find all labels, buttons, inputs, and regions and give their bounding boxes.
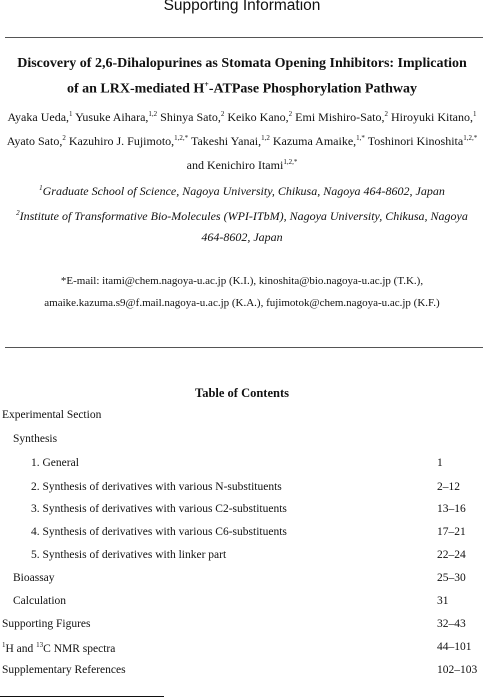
email-line-1: *E-mail: itami@chem.nagoya-u.ac.jp (K.I.), kinoshita@bio.nagoya-u.ac.jp (T.K.), bbox=[60, 275, 424, 287]
toc-entry-references: Supplementary References bbox=[2, 664, 126, 676]
toc-entry-synthesis: Synthesis bbox=[13, 433, 58, 445]
author-list bbox=[4, 104, 480, 176]
title-line-1: Discovery of 2,6-Dihalopurines as Stomata Opening Inhibitors: Implication bbox=[17, 56, 467, 71]
author: Emi Mishiro-Sato,$^2$ bbox=[292, 110, 388, 124]
author: Keiko Kano,$^2$ bbox=[224, 110, 293, 124]
title-superscript: + bbox=[204, 80, 209, 89]
middle-divider bbox=[5, 347, 483, 348]
toc-page: 32–43 bbox=[437, 618, 466, 630]
email-line-2: amaike.kazuma.s9@f.mail.nagoya-u.ac.jp (K.A.), fujimotok@chem.nagoya-u.ac.jp (K.F.) bbox=[44, 297, 440, 309]
toc-page: 22–24 bbox=[437, 549, 466, 561]
top-divider bbox=[5, 37, 483, 38]
toc-page: 13–16 bbox=[437, 503, 466, 515]
toc-entry-calculation: Calculation bbox=[13, 595, 67, 607]
toc-entry-c2-substituents: 3. Synthesis of derivatives with various C2-substituents bbox=[31, 503, 287, 515]
author: Shinya Sato,$^2$ bbox=[157, 110, 225, 124]
author: Toshinori Kinoshita$^{1,2,*}$ bbox=[364, 134, 478, 148]
toc-page: 2–12 bbox=[437, 481, 460, 493]
toc-entry-general: 1. General bbox=[31, 457, 79, 469]
affiliation-1: $^1$Graduate School of Science, Nagoya University, Chikusa, Nagoya 464-8602, Japan bbox=[39, 184, 445, 198]
toc-page: 17–21 bbox=[437, 526, 466, 538]
paper-title bbox=[0, 53, 484, 100]
toc-entry-experimental: Experimental Section bbox=[2, 409, 102, 421]
toc-entry-bioassay: Bioassay bbox=[13, 572, 55, 584]
toc-entry-linker: 5. Synthesis of derivatives with linker part bbox=[31, 549, 227, 561]
toc-page: 102–103 bbox=[437, 664, 478, 676]
toc-page: 1 bbox=[437, 457, 443, 469]
toc-entry-supporting-figures: Supporting Figures bbox=[2, 618, 91, 630]
toc-entry-n-substituents: 2. Synthesis of derivatives with various N-substituents bbox=[31, 481, 282, 493]
toc-page: 44–101 bbox=[437, 641, 472, 653]
toc-page: 25–30 bbox=[437, 572, 466, 584]
author: Ayaka Ueda,$^1$ bbox=[7, 110, 73, 124]
author: Hiroyuki Kitano,$^1$ bbox=[388, 110, 477, 124]
author: and Kenichiro Itami$^{1,2,*}$ bbox=[186, 158, 298, 172]
author: Kazuma Amaike,$^{1,*}$ bbox=[269, 134, 365, 148]
title-line-2-rest: -ATPase Phosphorylation Pathway bbox=[208, 81, 418, 97]
toc-heading: Table of Contents bbox=[195, 386, 289, 400]
title-line-2 bbox=[0, 74, 484, 100]
author: Yusuke Aihara,$^{1,2}$ bbox=[72, 110, 158, 124]
toc-entry-nmr-spectra: $^1$H and $^{13}$C NMR spectra bbox=[2, 641, 116, 655]
affiliation-2: $^2$Institute of Transformative Bio-Molecules (WPI-ITbM), Nagoya University, Chikusa, Nagoya 464-8602, Japan bbox=[16, 209, 468, 244]
footnote-divider bbox=[0, 696, 164, 697]
toc-entry-c6-substituents: 4. Synthesis of derivatives with various C6-substituents bbox=[31, 526, 287, 538]
toc-page: 31 bbox=[437, 595, 449, 607]
author: Kazuhiro J. Fujimoto,$^{1,2,*}$ bbox=[65, 134, 189, 148]
supporting-information-header: Supporting Information bbox=[163, 0, 321, 14]
author: Ayato Sato,$^2$ bbox=[6, 134, 66, 148]
author: Takeshi Yanai,$^{1,2}$ bbox=[188, 134, 270, 148]
title-line-2-text: of an LRX-mediated H bbox=[66, 81, 205, 97]
